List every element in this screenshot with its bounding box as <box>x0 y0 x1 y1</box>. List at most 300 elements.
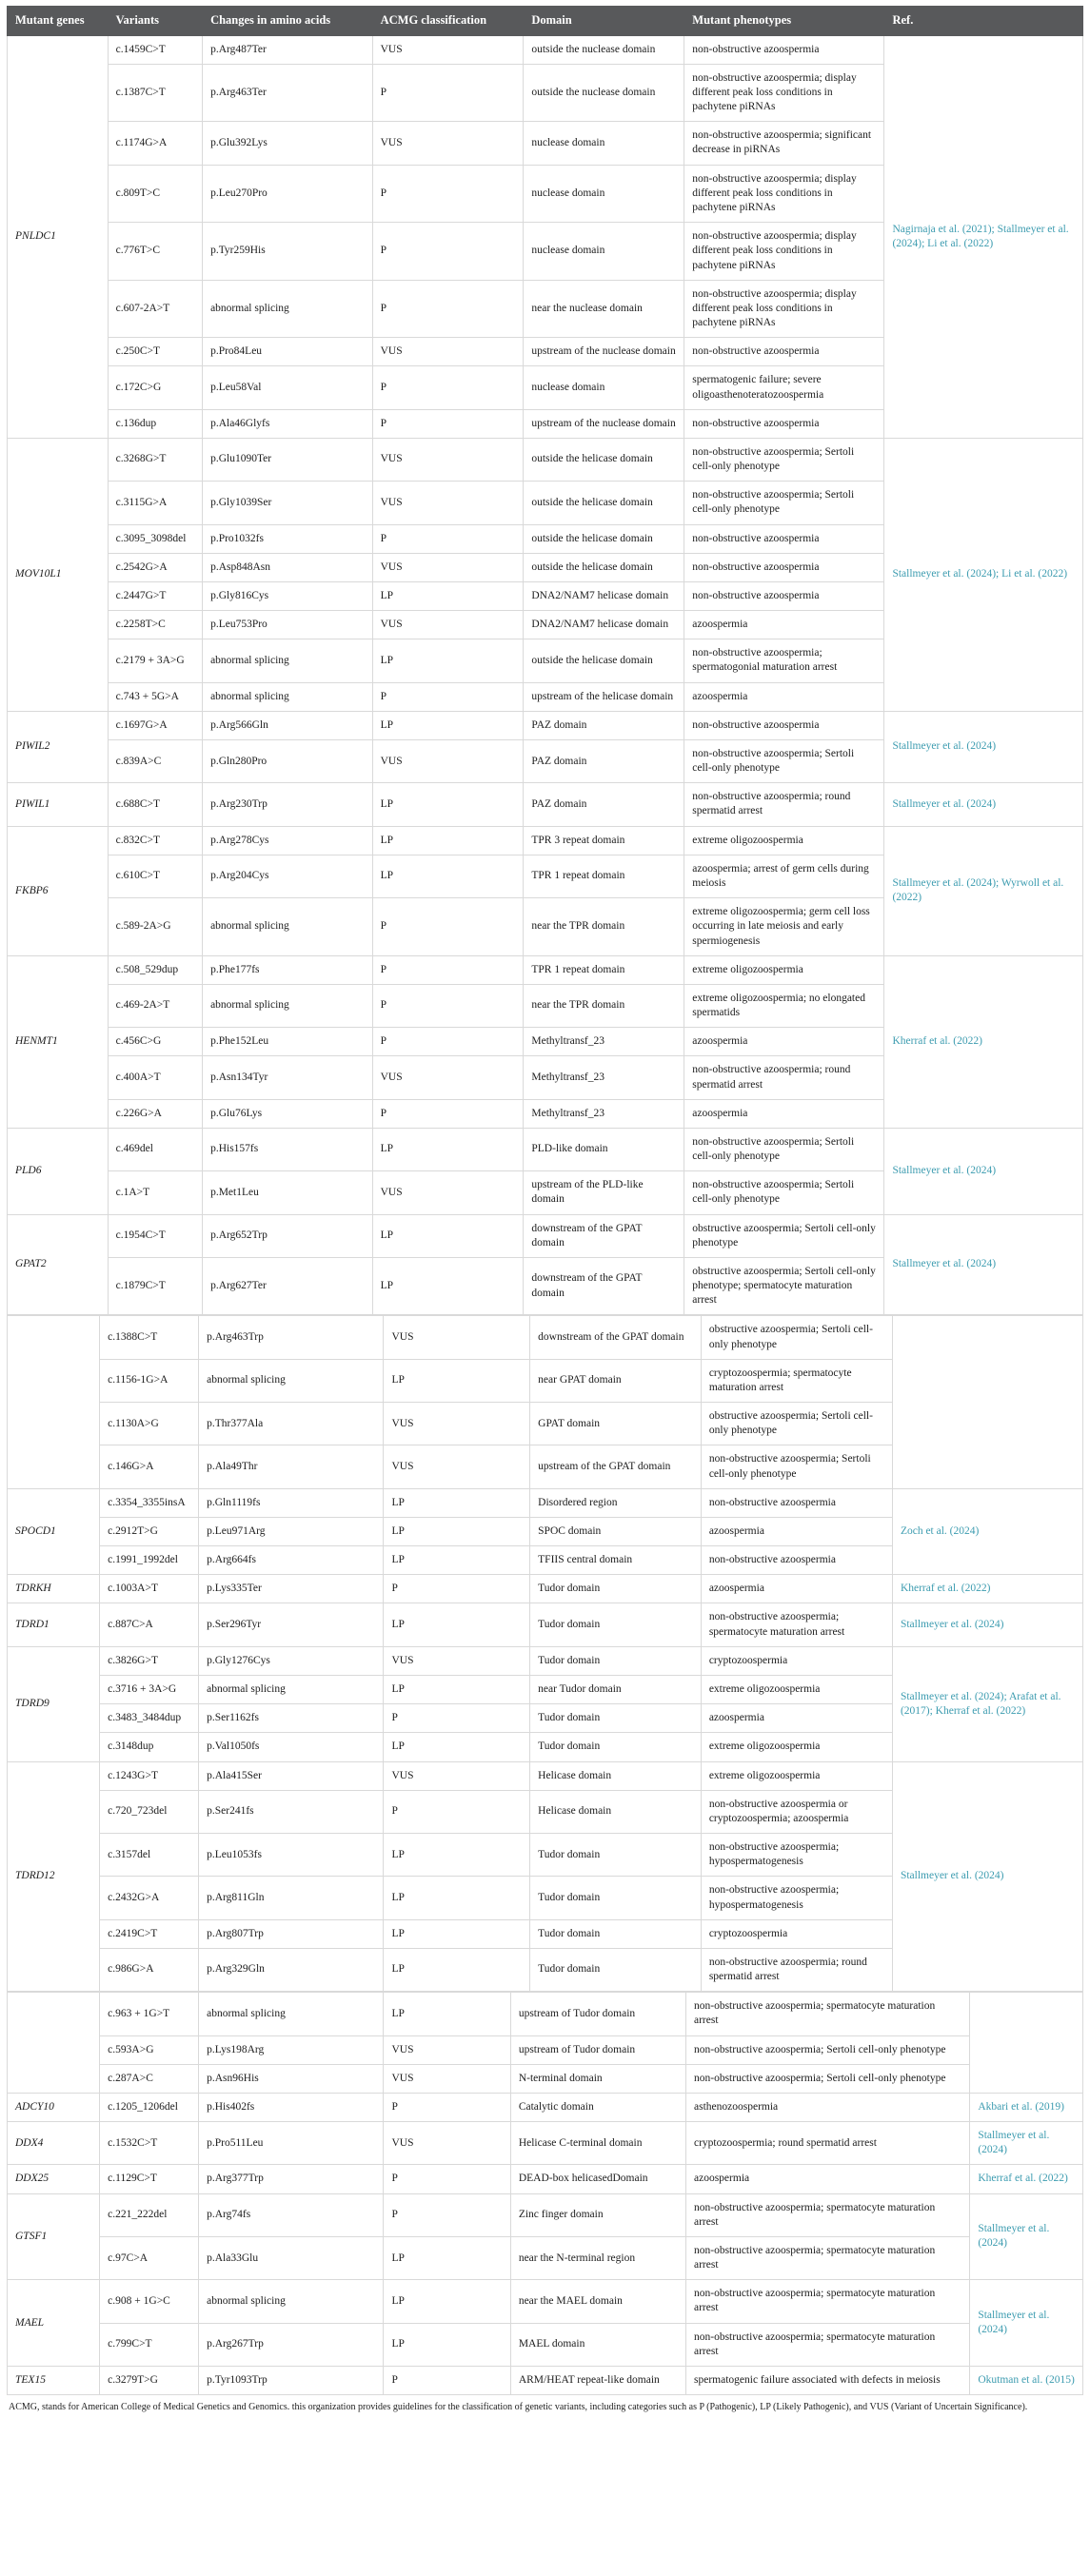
table-row <box>8 2280 1083 2323</box>
phenotype-cell: obstructive azoospermia; Sertoli cell-only phenotype <box>701 1316 892 1359</box>
phenotype-cell: non-obstructive azoospermia; display different peak loss conditions in pachytene piRNAs <box>684 280 884 338</box>
acmg-cell: P <box>384 2093 510 2121</box>
table-row <box>8 1128 1083 1170</box>
domain-cell: upstream of the nuclease domain <box>524 338 684 366</box>
phenotype-cell: azoospermia <box>701 1704 892 1733</box>
table-row <box>8 1761 1083 1790</box>
acmg-cell: VUS <box>384 2035 510 2064</box>
ref-cell[interactable]: Akbari et al. (2019) <box>970 2093 1083 2121</box>
ref-cell[interactable]: Stallmeyer et al. (2024) <box>884 783 1083 826</box>
ref-cell <box>892 1316 1082 1488</box>
table-row <box>8 2165 1083 2193</box>
domain-cell: nuclease domain <box>524 366 684 409</box>
variant-cell: c.1156-1G>A <box>100 1359 199 1402</box>
table-row <box>8 2064 1083 2093</box>
gene-cell: TDRD1 <box>8 1603 100 1646</box>
acmg-cell: P <box>384 1790 530 1833</box>
acmg-cell: P <box>372 409 524 438</box>
ref-cell[interactable]: Stallmeyer et al. (2024) <box>892 1761 1082 1992</box>
phenotype-cell: cryptozoospermia; round spermatid arrest <box>686 2122 970 2165</box>
ref-cell[interactable]: Stallmeyer et al. (2024) <box>892 1603 1082 1646</box>
phenotype-cell: extreme oligozoospermia; no elongated spermatids <box>684 984 884 1027</box>
variant-cell: c.1697G>A <box>108 711 202 739</box>
domain-cell: TFIIS central domain <box>530 1546 702 1575</box>
amino-acid-cell: p.Arg487Ter <box>203 35 373 64</box>
gene-cell: TEX15 <box>8 2366 100 2394</box>
variant-cell: c.688C>T <box>108 783 202 826</box>
acmg-cell: LP <box>372 711 524 739</box>
amino-acid-cell: p.Arg267Trp <box>199 2323 384 2366</box>
variant-cell: c.1388C>T <box>100 1316 199 1359</box>
acmg-cell: LP <box>384 2236 510 2279</box>
variant-cell: c.3826G>T <box>100 1646 199 1675</box>
domain-cell: Tudor domain <box>530 1877 702 1919</box>
gene-cell: SPOCD1 <box>8 1488 100 1575</box>
domain-cell: near Tudor domain <box>530 1676 702 1704</box>
acmg-cell: LP <box>384 1517 530 1545</box>
amino-acid-cell: p.Ser241fs <box>199 1790 384 1833</box>
column-header-domain: Domain <box>524 7 684 36</box>
amino-acid-cell: p.Asp848Asn <box>203 553 373 581</box>
variant-cell: c.3279T>G <box>100 2366 199 2394</box>
acmg-cell: VUS <box>372 122 524 165</box>
phenotype-cell: non-obstructive azoospermia; Sertoli cell-only phenotype <box>701 1445 892 1488</box>
table-row <box>8 955 1083 984</box>
ref-cell[interactable]: Stallmeyer et al. (2024); Arafat et al. (2017); Kherraf et al. (2022) <box>892 1646 1082 1761</box>
variant-cell: c.3095_3098del <box>108 524 202 553</box>
phenotype-cell: non-obstructive azoospermia; spermatocyte maturation arrest <box>686 2280 970 2323</box>
gene-cell: MOV10L1 <box>8 438 109 711</box>
domain-cell: Tudor domain <box>530 1646 702 1675</box>
table-row <box>8 438 1083 481</box>
amino-acid-cell: p.Gln280Pro <box>203 739 373 782</box>
ref-cell[interactable]: Nagirnaja et al. (2021); Stallmeyer et al. (2024); Li et al. (2022) <box>884 35 1083 438</box>
ref-cell[interactable]: Kherraf et al. (2022) <box>970 2165 1083 2193</box>
domain-cell: MAEL domain <box>510 2323 685 2366</box>
domain-cell: Tudor domain <box>530 1733 702 1761</box>
variant-cell: c.226G>A <box>108 1099 202 1128</box>
domain-cell: TPR 3 repeat domain <box>524 826 684 855</box>
phenotype-cell: non-obstructive azoospermia or cryptozoospermia; azoospermia <box>701 1790 892 1833</box>
acmg-cell: P <box>372 223 524 281</box>
domain-cell: Methyltransf_23 <box>524 1028 684 1056</box>
table-header-row <box>8 7 1083 36</box>
phenotype-cell: azoospermia <box>684 611 884 639</box>
table-row <box>8 2122 1083 2165</box>
ref-cell <box>970 1993 1083 2094</box>
phenotype-cell: non-obstructive azoospermia; Sertoli cell-only phenotype <box>684 438 884 481</box>
table-row <box>8 711 1083 739</box>
phenotype-cell: azoospermia <box>701 1575 892 1603</box>
acmg-cell: P <box>372 898 524 956</box>
amino-acid-cell: p.Arg627Ter <box>203 1257 373 1315</box>
domain-cell: DEAD-box helicasedDomain <box>510 2165 685 2193</box>
variant-cell: c.1243G>T <box>100 1761 199 1790</box>
domain-cell: Helicase C-terminal domain <box>510 2122 685 2165</box>
amino-acid-cell: p.Leu971Arg <box>199 1517 384 1545</box>
amino-acid-cell: p.Glu392Lys <box>203 122 373 165</box>
amino-acid-cell: p.Arg652Trp <box>203 1214 373 1257</box>
gene-cell: PLD6 <box>8 1128 109 1214</box>
domain-cell: Disordered region <box>530 1488 702 1517</box>
acmg-cell: VUS <box>384 1646 530 1675</box>
acmg-cell: VUS <box>384 1761 530 1790</box>
variant-cell: c.1129C>T <box>100 2165 199 2193</box>
domain-cell: DNA2/NAM7 helicase domain <box>524 611 684 639</box>
amino-acid-cell: p.Leu753Pro <box>203 611 373 639</box>
ref-cell[interactable]: Stallmeyer et al. (2024) <box>970 2193 1083 2280</box>
amino-acid-cell: abnormal splicing <box>199 1676 384 1704</box>
phenotype-cell: asthenozoospermia <box>686 2093 970 2121</box>
table-row <box>8 1214 1083 1257</box>
acmg-cell: P <box>372 524 524 553</box>
table-section-3 <box>7 1992 1083 2395</box>
acmg-cell: P <box>384 1575 530 1603</box>
variant-cell: c.1532C>T <box>100 2122 199 2165</box>
ref-cell[interactable]: Stallmeyer et al. (2024) <box>884 711 1083 783</box>
phenotype-cell: non-obstructive azoospermia; significant decrease in piRNAs <box>684 122 884 165</box>
amino-acid-cell: p.Val1050fs <box>199 1733 384 1761</box>
phenotype-cell: extreme oligozoospermia <box>701 1761 892 1790</box>
domain-cell: Methyltransf_23 <box>524 1056 684 1099</box>
variant-cell: c.832C>T <box>108 826 202 855</box>
amino-acid-cell: p.Lys198Arg <box>199 2035 384 2064</box>
domain-cell: outside the helicase domain <box>524 553 684 581</box>
amino-acid-cell: p.Gly1276Cys <box>199 1646 384 1675</box>
acmg-cell: VUS <box>384 2122 510 2165</box>
variant-cell: c.2432G>A <box>100 1877 199 1919</box>
variant-cell: c.400A>T <box>108 1056 202 1099</box>
domain-cell: nuclease domain <box>524 122 684 165</box>
variant-cell: c.2447G>T <box>108 581 202 610</box>
amino-acid-cell: abnormal splicing <box>203 682 373 711</box>
amino-acid-cell: p.Tyr259His <box>203 223 373 281</box>
phenotype-cell: extreme oligozoospermia <box>701 1733 892 1761</box>
domain-cell: Helicase domain <box>530 1790 702 1833</box>
phenotype-cell: cryptozoospermia <box>701 1646 892 1675</box>
domain-cell: upstream of the GPAT domain <box>530 1445 702 1488</box>
domain-cell: nuclease domain <box>524 165 684 223</box>
domain-cell: near the TPR domain <box>524 984 684 1027</box>
amino-acid-cell: p.Pro1032fs <box>203 524 373 553</box>
ref-cell[interactable]: Stallmeyer et al. (2024) <box>970 2122 1083 2165</box>
gene-cell: FKBP6 <box>8 826 109 955</box>
ref-cell[interactable]: Stallmeyer et al. (2024) <box>884 1128 1083 1214</box>
table-row <box>8 2193 1083 2236</box>
domain-cell: near the nuclease domain <box>524 280 684 338</box>
domain-cell: outside the helicase domain <box>524 482 684 524</box>
variant-cell: c.250C>T <box>108 338 202 366</box>
acmg-cell: P <box>384 2366 510 2394</box>
phenotype-cell: non-obstructive azoospermia; round spermatid arrest <box>701 1948 892 1991</box>
ref-cell[interactable]: Okutman et al. (2015) <box>970 2366 1083 2394</box>
ref-cell[interactable]: Stallmeyer et al. (2024); Li et al. (2022) <box>884 438 1083 711</box>
table-row <box>8 2093 1083 2121</box>
variant-cell: c.287A>C <box>100 2064 199 2093</box>
variant-cell: c.809T>C <box>108 165 202 223</box>
phenotype-cell: non-obstructive azoospermia; round spermatid arrest <box>684 1056 884 1099</box>
domain-cell: Tudor domain <box>530 1834 702 1877</box>
acmg-cell: P <box>372 64 524 122</box>
acmg-cell: LP <box>372 581 524 610</box>
gene-cell: GTSF1 <box>8 2193 100 2280</box>
amino-acid-cell: p.Arg807Trp <box>199 1919 384 1948</box>
amino-acid-cell: p.His402fs <box>199 2093 384 2121</box>
acmg-cell: LP <box>384 1546 530 1575</box>
phenotype-cell: non-obstructive azoospermia; Sertoli cell-only phenotype <box>686 2035 970 2064</box>
acmg-cell: LP <box>372 1128 524 1170</box>
variant-cell: c.1991_1992del <box>100 1546 199 1575</box>
amino-acid-cell: p.Arg329Gln <box>199 1948 384 1991</box>
acmg-cell: LP <box>384 1676 530 1704</box>
gene-cell: TDRD12 <box>8 1761 100 1992</box>
domain-cell: Methyltransf_23 <box>524 1099 684 1128</box>
phenotype-cell: cryptozoospermia <box>701 1919 892 1948</box>
phenotype-cell: non-obstructive azoospermia; Sertoli cell-only phenotype <box>684 739 884 782</box>
variant-cell: c.3483_3484dup <box>100 1704 199 1733</box>
phenotype-cell: non-obstructive azoospermia <box>684 553 884 581</box>
amino-acid-cell: p.Arg230Trp <box>203 783 373 826</box>
phenotype-cell: azoospermia <box>684 1028 884 1056</box>
ref-cell[interactable]: Zoch et al. (2024) <box>892 1488 1082 1575</box>
domain-cell: GPAT domain <box>530 1403 702 1445</box>
amino-acid-cell: p.Asn134Tyr <box>203 1056 373 1099</box>
table-row <box>8 2323 1083 2366</box>
ref-cell[interactable]: Stallmeyer et al. (2024) <box>884 1214 1083 1315</box>
amino-acid-cell: abnormal splicing <box>199 1359 384 1402</box>
acmg-cell: VUS <box>384 2064 510 2093</box>
domain-cell: Tudor domain <box>530 1704 702 1733</box>
column-header-ref: Ref. <box>884 7 1083 36</box>
variant-cell: c.610C>T <box>108 855 202 897</box>
ref-cell[interactable]: Stallmeyer et al. (2024); Wyrwoll et al. (2022) <box>884 826 1083 955</box>
variant-cell: c.97C>A <box>100 2236 199 2279</box>
acmg-cell: VUS <box>384 1403 530 1445</box>
variant-cell: c.456C>G <box>108 1028 202 1056</box>
variant-cell: c.1879C>T <box>108 1257 202 1315</box>
column-header-mutant-phenotypes: Mutant phenotypes <box>684 7 884 36</box>
acmg-cell: VUS <box>372 35 524 64</box>
acmg-cell: P <box>384 2165 510 2193</box>
gene-cell: GPAT2 <box>8 1214 109 1315</box>
gene-cell: TDRD9 <box>8 1646 100 1761</box>
domain-cell: upstream of the helicase domain <box>524 682 684 711</box>
gene-cell: MAEL <box>8 2280 100 2367</box>
phenotype-cell: non-obstructive azoospermia; Sertoli cell-only phenotype <box>684 482 884 524</box>
amino-acid-cell: p.Phe177fs <box>203 955 373 984</box>
acmg-cell: VUS <box>372 611 524 639</box>
amino-acid-cell: p.Lys335Ter <box>199 1575 384 1603</box>
variant-cell: c.2258T>C <box>108 611 202 639</box>
ref-cell[interactable]: Kherraf et al. (2022) <box>892 1575 1082 1603</box>
acmg-cell: LP <box>372 639 524 682</box>
domain-cell: outside the helicase domain <box>524 438 684 481</box>
variant-cell: c.2179 + 3A>G <box>108 639 202 682</box>
amino-acid-cell: p.Ser1162fs <box>199 1704 384 1733</box>
table-footnote: ACMG, stands for American College of Medical Genetics and Genomics. this organization provides guidelines for the classification of genetic variants, including categories such as P (Pathogenic), LP (Likely Pathogenic), and VUS (Variant of Uncertain Significance). <box>9 2402 1028 2413</box>
acmg-cell: LP <box>384 2323 510 2366</box>
table-row <box>8 2236 1083 2279</box>
phenotype-cell: non-obstructive azoospermia <box>684 338 884 366</box>
variant-cell: c.1954C>T <box>108 1214 202 1257</box>
variant-cell: c.2542G>A <box>108 553 202 581</box>
amino-acid-cell: p.Arg463Ter <box>203 64 373 122</box>
table-section-2 <box>7 1315 1083 1992</box>
table-row <box>8 1646 1083 1675</box>
acmg-cell: P <box>372 1099 524 1128</box>
amino-acid-cell: p.Leu270Pro <box>203 165 373 223</box>
acmg-cell: LP <box>384 1733 530 1761</box>
variant-cell: c.1205_1206del <box>100 2093 199 2121</box>
amino-acid-cell: p.Gly1039Ser <box>203 482 373 524</box>
domain-cell: Tudor domain <box>530 1948 702 1991</box>
amino-acid-cell: abnormal splicing <box>203 639 373 682</box>
amino-acid-cell: p.His157fs <box>203 1128 373 1170</box>
variant-cell: c.839A>C <box>108 739 202 782</box>
ref-cell[interactable]: Stallmeyer et al. (2024) <box>970 2280 1083 2367</box>
amino-acid-cell: abnormal splicing <box>199 1993 384 2035</box>
variant-cell: c.221_222del <box>100 2193 199 2236</box>
gene-cell <box>8 1316 100 1488</box>
variant-cell: c.720_723del <box>100 1790 199 1833</box>
acmg-cell: LP <box>372 826 524 855</box>
table-row <box>8 783 1083 826</box>
gene-cell: DDX4 <box>8 2122 100 2165</box>
phenotype-cell: non-obstructive azoospermia; spermatogonial maturation arrest <box>684 639 884 682</box>
domain-cell: DNA2/NAM7 helicase domain <box>524 581 684 610</box>
amino-acid-cell: p.Glu1090Ter <box>203 438 373 481</box>
acmg-cell: VUS <box>372 739 524 782</box>
domain-cell: TPR 1 repeat domain <box>524 855 684 897</box>
phenotype-cell: obstructive azoospermia; Sertoli cell-only phenotype <box>684 1214 884 1257</box>
variant-cell: c.3354_3355insA <box>100 1488 199 1517</box>
acmg-cell: VUS <box>384 1316 530 1359</box>
acmg-cell: LP <box>384 1948 530 1991</box>
acmg-cell: VUS <box>372 482 524 524</box>
amino-acid-cell: p.Ser296Tyr <box>199 1603 384 1646</box>
domain-cell: outside the helicase domain <box>524 639 684 682</box>
table-row <box>8 1575 1083 1603</box>
domain-cell: Helicase domain <box>530 1761 702 1790</box>
ref-cell[interactable]: Kherraf et al. (2022) <box>884 955 1083 1128</box>
acmg-cell: P <box>372 984 524 1027</box>
variant-cell: c.908 + 1G>C <box>100 2280 199 2323</box>
domain-cell: Tudor domain <box>530 1919 702 1948</box>
domain-cell: outside the helicase domain <box>524 524 684 553</box>
acmg-cell: LP <box>384 1919 530 1948</box>
phenotype-cell: non-obstructive azoospermia; Sertoli cell-only phenotype <box>686 2064 970 2093</box>
amino-acid-cell: abnormal splicing <box>203 898 373 956</box>
domain-cell: PLD-like domain <box>524 1128 684 1170</box>
gene-cell <box>8 1993 100 2094</box>
variant-cell: c.776T>C <box>108 223 202 281</box>
amino-acid-cell: p.Leu1053fs <box>199 1834 384 1877</box>
domain-cell: outside the nuclease domain <box>524 35 684 64</box>
acmg-cell: P <box>372 165 524 223</box>
domain-cell: near the TPR domain <box>524 898 684 956</box>
phenotype-cell: azoospermia <box>684 1099 884 1128</box>
variant-cell: c.3115G>A <box>108 482 202 524</box>
domain-cell: downstream of the GPAT domain <box>524 1214 684 1257</box>
amino-acid-cell: p.Met1Leu <box>203 1171 373 1214</box>
domain-cell: N-terminal domain <box>510 2064 685 2093</box>
phenotype-cell: azoospermia <box>686 2165 970 2193</box>
acmg-cell: P <box>372 955 524 984</box>
acmg-cell: LP <box>372 783 524 826</box>
variant-cell: c.136dup <box>108 409 202 438</box>
acmg-cell: P <box>372 280 524 338</box>
variant-cell: c.2912T>G <box>100 1517 199 1545</box>
variant-cell: c.1459C>T <box>108 35 202 64</box>
amino-acid-cell: p.Arg463Trp <box>199 1316 384 1359</box>
amino-acid-cell: abnormal splicing <box>203 280 373 338</box>
acmg-cell: LP <box>384 2280 510 2323</box>
domain-cell: nuclease domain <box>524 223 684 281</box>
domain-cell: near the N-terminal region <box>510 2236 685 2279</box>
table-section-1 <box>7 6 1083 1315</box>
acmg-cell: LP <box>384 1359 530 1402</box>
table-row <box>8 2035 1083 2064</box>
phenotype-cell: non-obstructive azoospermia; spermatocyte maturation arrest <box>686 2193 970 2236</box>
amino-acid-cell: abnormal splicing <box>199 2280 384 2323</box>
variant-cell: c.1003A>T <box>100 1575 199 1603</box>
variant-cell: c.3148dup <box>100 1733 199 1761</box>
phenotype-cell: non-obstructive azoospermia; Sertoli cell-only phenotype <box>684 1171 884 1214</box>
phenotype-cell: extreme oligozoospermia <box>684 826 884 855</box>
phenotype-cell: extreme oligozoospermia; germ cell loss occurring in late meiosis and early spermiogenesis <box>684 898 884 956</box>
acmg-cell: P <box>384 1704 530 1733</box>
acmg-cell: VUS <box>384 1445 530 1488</box>
domain-cell: upstream of Tudor domain <box>510 1993 685 2035</box>
gene-cell: HENMT1 <box>8 955 109 1128</box>
phenotype-cell: non-obstructive azoospermia; spermatocyte maturation arrest <box>686 1993 970 2035</box>
amino-acid-cell: p.Glu76Lys <box>203 1099 373 1128</box>
acmg-cell: LP <box>384 1877 530 1919</box>
variant-cell: c.986G>A <box>100 1948 199 1991</box>
domain-cell: Tudor domain <box>530 1603 702 1646</box>
phenotype-cell: non-obstructive azoospermia; Sertoli cell-only phenotype <box>684 1128 884 1170</box>
acmg-cell: P <box>372 366 524 409</box>
variant-cell: c.469-2A>T <box>108 984 202 1027</box>
amino-acid-cell: p.Ala415Ser <box>199 1761 384 1790</box>
domain-cell: SPOC domain <box>530 1517 702 1545</box>
domain-cell: TPR 1 repeat domain <box>524 955 684 984</box>
domain-cell: PAZ domain <box>524 739 684 782</box>
column-header-acmg-classification: ACMG classification <box>372 7 524 36</box>
domain-cell: PAZ domain <box>524 783 684 826</box>
phenotype-cell: spermatogenic failure associated with defects in meiosis <box>686 2366 970 2394</box>
variant-cell: c.1174G>A <box>108 122 202 165</box>
phenotype-cell: non-obstructive azoospermia; round spermatid arrest <box>684 783 884 826</box>
acmg-cell: P <box>372 682 524 711</box>
phenotype-cell: non-obstructive azoospermia <box>684 711 884 739</box>
acmg-cell: VUS <box>372 1171 524 1214</box>
amino-acid-cell: p.Ala33Glu <box>199 2236 384 2279</box>
gene-cell: TDRKH <box>8 1575 100 1603</box>
phenotype-cell: extreme oligozoospermia <box>684 955 884 984</box>
amino-acid-cell: p.Thr377Ala <box>199 1403 384 1445</box>
amino-acid-cell: abnormal splicing <box>203 984 373 1027</box>
amino-acid-cell: p.Arg811Gln <box>199 1877 384 1919</box>
variant-cell: c.2419C>T <box>100 1919 199 1948</box>
variant-cell: c.469del <box>108 1128 202 1170</box>
variant-cell: c.963 + 1G>T <box>100 1993 199 2035</box>
amino-acid-cell: p.Arg278Cys <box>203 826 373 855</box>
table-row <box>8 1993 1083 2035</box>
domain-cell: near the MAEL domain <box>510 2280 685 2323</box>
amino-acid-cell: p.Arg566Gln <box>203 711 373 739</box>
variant-cell: c.607-2A>T <box>108 280 202 338</box>
